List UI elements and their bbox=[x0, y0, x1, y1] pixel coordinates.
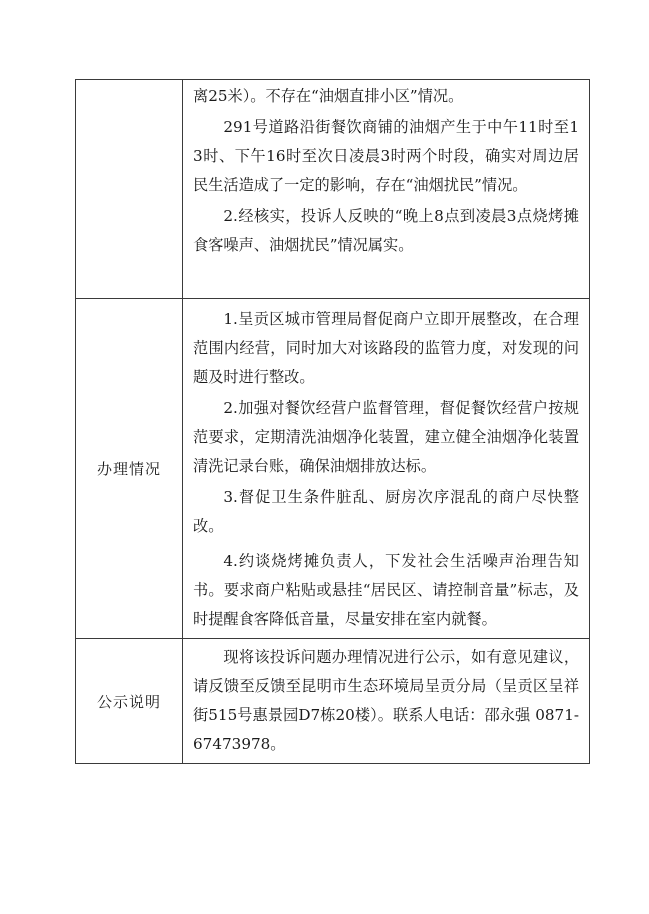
handling-paragraph-2: 2.加强对餐饮经营户监督管理，督促餐饮经营户按规范要求，定期清洗油烟净化装置，建立健全油烟净化装置清洗记录台账，确保油烟排放达标。 bbox=[193, 399, 579, 475]
handling-content bbox=[183, 299, 590, 639]
table-row-notice bbox=[76, 639, 590, 764]
table-row-findings bbox=[76, 80, 590, 299]
findings-paragraph-1: 离25米）。不存在“油烟直排小区”情况。 bbox=[193, 87, 464, 105]
table-row-handling bbox=[76, 299, 590, 639]
notice-content bbox=[183, 639, 590, 764]
row-label-notice: 公示说明 bbox=[76, 639, 183, 764]
handling-paragraph-3: 3.督促卫生条件脏乱、厨房次序混乱的商户尽快整改。 bbox=[193, 488, 579, 535]
row-label-empty bbox=[76, 80, 183, 299]
findings-content bbox=[183, 80, 590, 299]
findings-paragraph-3: 2.经核实，投诉人反映的“晚上8点到凌晨3点烧烤摊食客噪声、油烟扰民”情况属实。 bbox=[193, 207, 579, 254]
complaint-table bbox=[75, 79, 590, 764]
row-label-handling: 办理情况 bbox=[76, 299, 183, 639]
findings-paragraph-2: 291号道路沿街餐饮商铺的油烟产生于中午11时至13时、下午16时至次日凌晨3时两个时段，确实对周边居民生活造成了一定的影响，存在“油烟扰民”情况。 bbox=[193, 118, 579, 194]
notice-paragraph-1: 现将该投诉问题办理情况进行公示，如有意见建议，请反馈至反馈至昆明市生态环境局呈贡分局（呈贡区呈祥街515号惠景园D7栋20楼）。联系人电话：邵永强 0871-67473978。 bbox=[193, 648, 579, 753]
handling-paragraph-4: 4.约谈烧烤摊负责人，下发社会生活噪声治理告知书。要求商户粘贴或悬挂“居民区、请控制音量”标志，及时提醒食客降低音量，尽量安排在室内就餐。 bbox=[193, 552, 579, 628]
handling-paragraph-1: 1.呈贡区城市管理局督促商户立即开展整改，在合理范围内经营，同时加大对该路段的监管力度，对发现的问题及时进行整改。 bbox=[193, 310, 579, 386]
